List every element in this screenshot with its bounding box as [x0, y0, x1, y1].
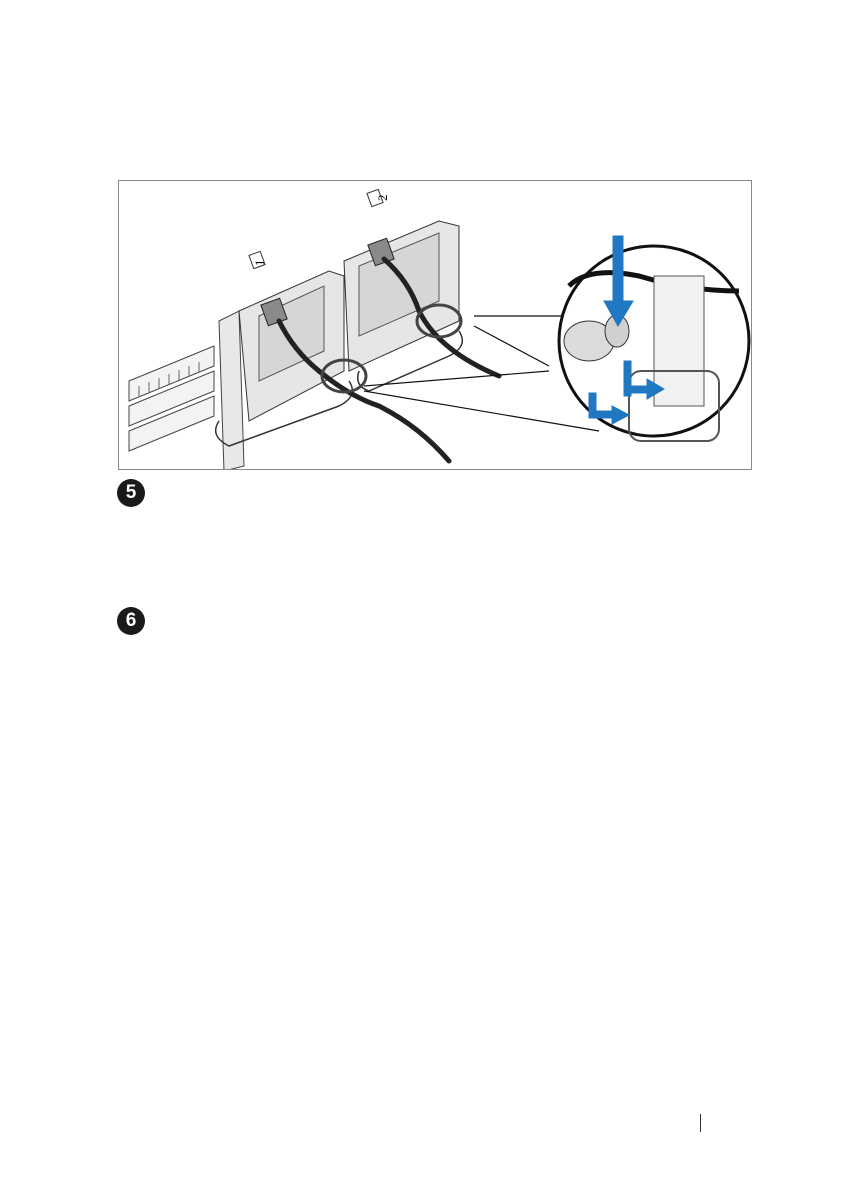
step-6-badge: 6 [117, 607, 145, 635]
illustration-psu-cable-routing [118, 180, 752, 470]
step-5-badge: 5 [117, 479, 145, 507]
psu-2-label: 2 [375, 194, 390, 201]
psu-cable-illustration [119, 181, 752, 470]
psu-1-label: 1 [252, 259, 267, 266]
footer-divider [700, 1114, 701, 1132]
